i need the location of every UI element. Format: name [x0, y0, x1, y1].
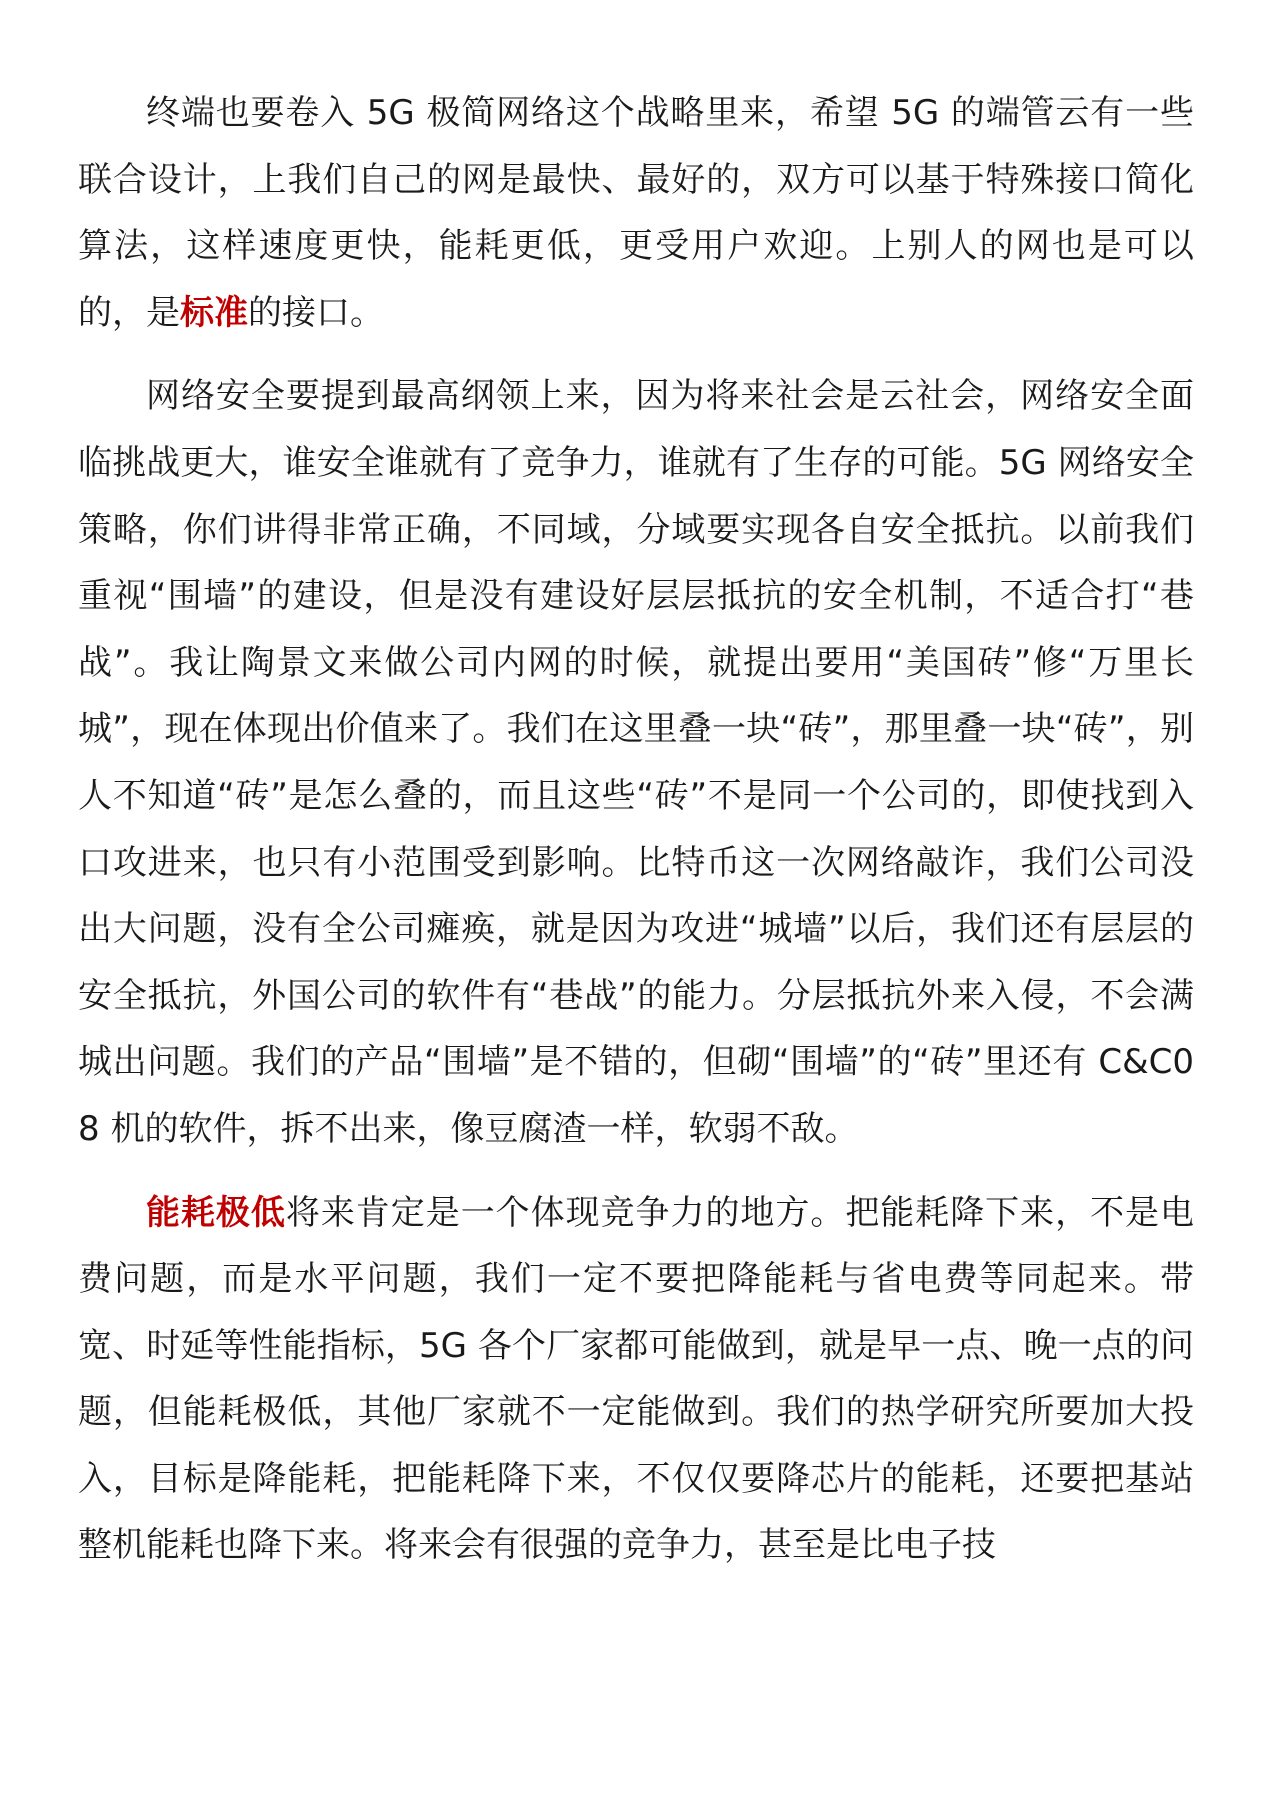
- paragraph-low-energy: [78, 1180, 1194, 1580]
- highlight-low-energy: 能耗极低: [146, 1192, 286, 1233]
- paragraph-terminal-5g: [78, 80, 1194, 346]
- highlight-standard: 标准: [180, 292, 248, 333]
- paragraph-text: 的接口。: [248, 292, 384, 333]
- paragraph-text: 网络安全要提到最高纲领上来，因为将来社会是云社会，网络安全面临挑战更大，谁安全谁就有了竞争力，谁就有了生存的可能。5G 网络安全策略，你们讲得非常正确，不同域，分域要实现各自安全抵抗。以前我们重视“围墙”的建设，但是没有建设好层层抵抗的安全机制，不适合打“巷战”。我让陶景文来做公司内网的时候，就提出要用“美国砖”修“万里长城”，现在体现出价值来了。我们在这里叠一块“砖”，那里叠一块“砖”，别人不知道“砖”是怎么叠的，而且这些“砖”不是同一个公司的，即使找到入口攻进来，也只有小范围受到影响。比特币这一次网络敲诈，我们公司没出大问题，没有全公司瘫痪，就是因为攻进“城墙”以后，我们还有层层的安全抵抗，外国公司的软件有“巷战”的能力。分层抵抗外来入侵，不会满城出问题。我们的产品“围墙”是不错的，但砌“围墙”的“砖”里还有 C&C08 机的软件，拆不出来，像豆腐渣一样，软弱不敌。: [78, 376, 1194, 1149]
- paragraph-network-security: [78, 363, 1194, 1162]
- paragraph-text: 终端也要卷入 5G 极简网络这个战略里来，希望 5G 的端管云有一些联合设计，上我们自己的网是最快、最好的，双方可以基于特殊接口简化算法，这样速度更快，能耗更低，更受用户欢迎。上别人的网也是可以的，是: [78, 93, 1194, 333]
- paragraph-text: 将来肯定是一个体现竞争力的地方。把能耗降下来，不是电费问题，而是水平问题，我们一定不要把降能耗与省电费等同起来。带宽、时延等性能指标，5G 各个厂家都可能做到，就是早一点、晚一点的问题，但能耗极低，其他厂家就不一定能做到。我们的热学研究所要加大投入，目标是降能耗，把能耗降下来，不仅仅要降芯片的能耗，还要把基站整机能耗也降下来。将来会有很强的竞争力，甚至是比电子技: [78, 1192, 1195, 1566]
